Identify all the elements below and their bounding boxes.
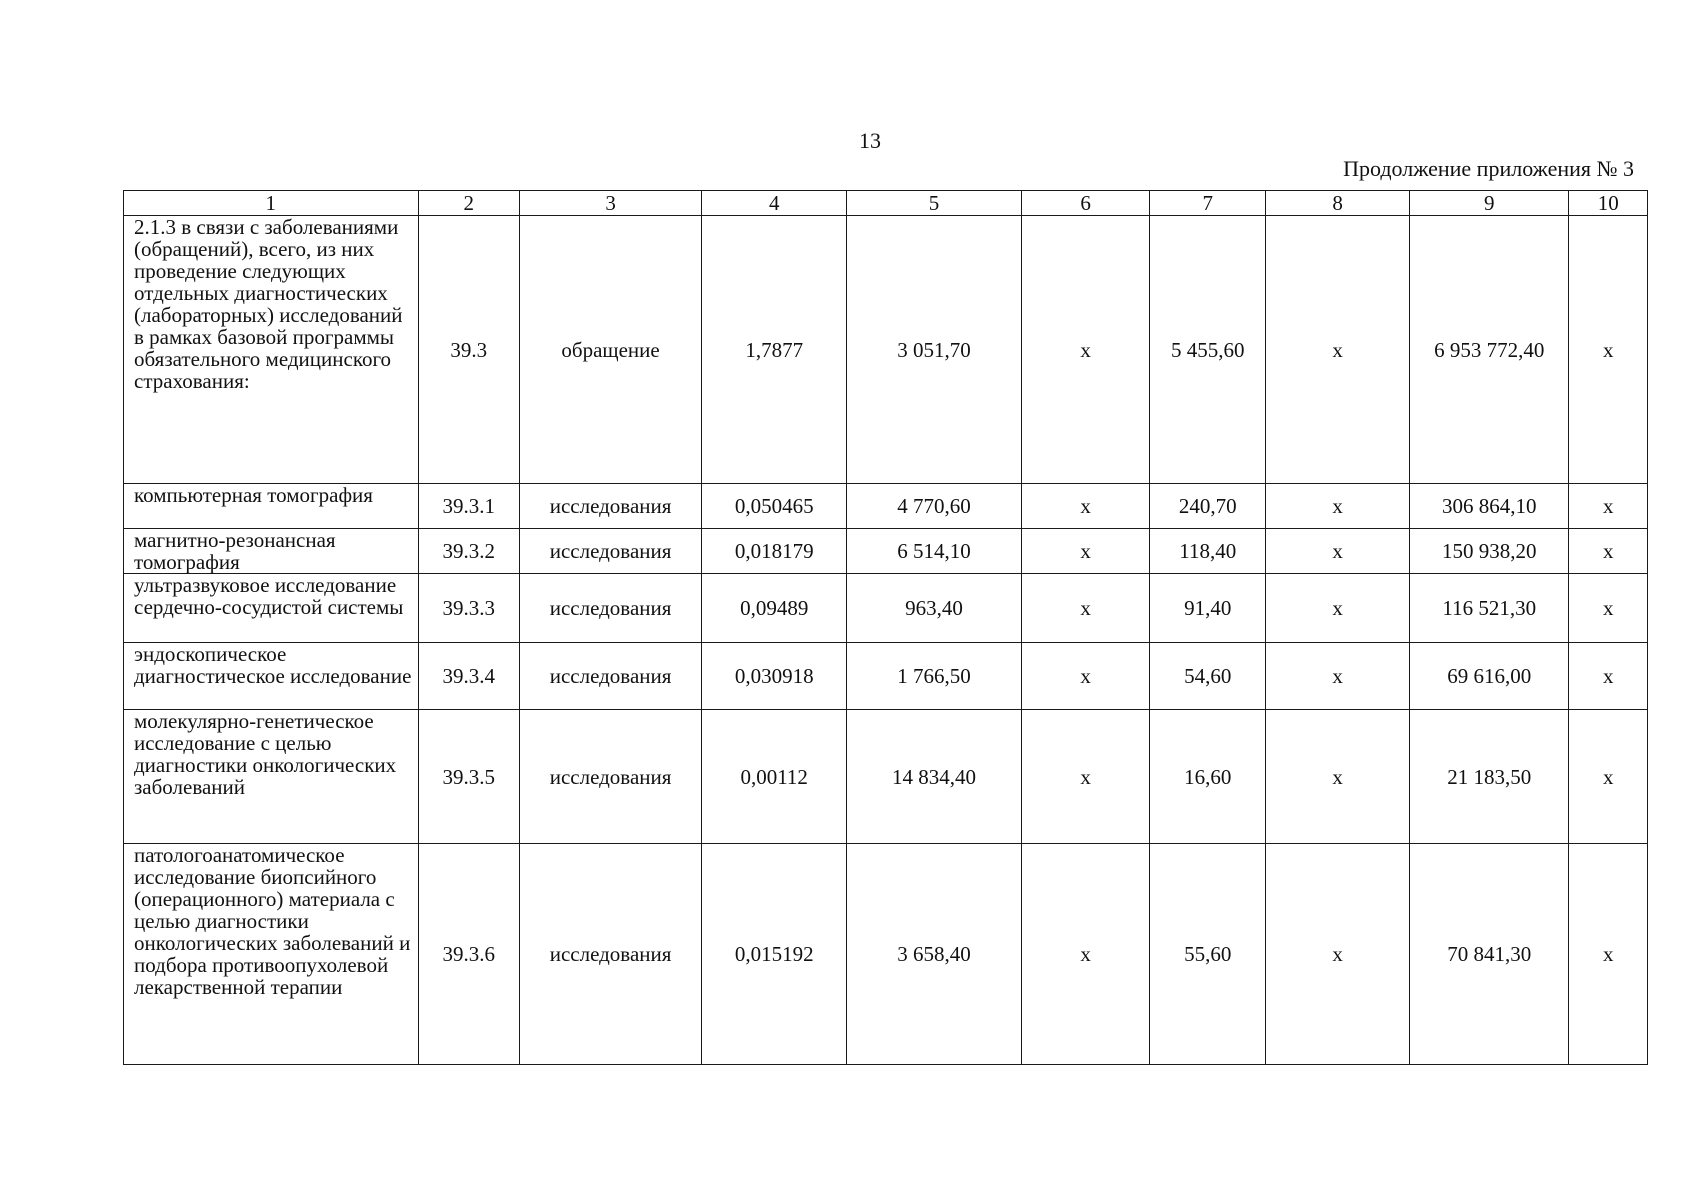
table-row — [124, 216, 1648, 484]
row-col-9: 306 864,10 — [1410, 484, 1569, 529]
row-col-4: 1,7877 — [702, 216, 847, 484]
row-unit: исследования — [519, 574, 701, 643]
row-col-10: х — [1569, 216, 1648, 484]
row-code: 39.3.1 — [418, 484, 519, 529]
row-unit: исследования — [519, 529, 701, 574]
row-col-7: 118,40 — [1150, 529, 1266, 574]
row-col-8: х — [1266, 574, 1410, 643]
column-header-5: 5 — [847, 191, 1022, 216]
row-col-7: 240,70 — [1150, 484, 1266, 529]
row-unit: исследования — [519, 643, 701, 710]
row-col-4: 0,015192 — [702, 844, 847, 1065]
table-row — [124, 710, 1648, 844]
row-col-9: 69 616,00 — [1410, 643, 1569, 710]
row-col-7: 16,60 — [1150, 710, 1266, 844]
row-col-4: 0,00112 — [702, 710, 847, 844]
row-col-8: х — [1266, 484, 1410, 529]
row-name: эндоскопическое диагностическое исследование — [124, 643, 419, 710]
row-col-4: 0,018179 — [702, 529, 847, 574]
row-col-7: 54,60 — [1150, 643, 1266, 710]
row-col-6: х — [1021, 484, 1150, 529]
row-col-10: х — [1569, 710, 1648, 844]
row-unit: исследования — [519, 484, 701, 529]
column-header-7: 7 — [1150, 191, 1266, 216]
table-row — [124, 643, 1648, 710]
column-header-3: 3 — [519, 191, 701, 216]
row-col-8: х — [1266, 710, 1410, 844]
page-number: 13 — [859, 128, 881, 153]
column-number-row — [124, 191, 1648, 216]
row-col-8: х — [1266, 643, 1410, 710]
row-col-5: 14 834,40 — [847, 710, 1022, 844]
row-col-10: х — [1569, 643, 1648, 710]
table-row — [124, 844, 1648, 1065]
column-header-2: 2 — [418, 191, 519, 216]
row-name: патологоанатомическое исследование биопсийного (операционного) материала с целью диагностики онкологических заболеваний и подбора противоопухолевой лекарственной терапии — [124, 844, 419, 1065]
row-col-9: 21 183,50 — [1410, 710, 1569, 844]
row-col-9: 70 841,30 — [1410, 844, 1569, 1065]
row-code: 39.3.2 — [418, 529, 519, 574]
row-col-6: х — [1021, 710, 1150, 844]
row-name: 2.1.3 в связи с заболеваниями (обращений), всего, из них проведение следующих отдельных диагностических (лабораторных) исследований в рамках базовой программы обязательного медицинского страхования: — [124, 216, 419, 484]
row-name: компьютерная томография — [124, 484, 419, 529]
row-col-7: 91,40 — [1150, 574, 1266, 643]
row-col-6: х — [1021, 643, 1150, 710]
row-col-9: 150 938,20 — [1410, 529, 1569, 574]
row-col-5: 4 770,60 — [847, 484, 1022, 529]
row-code: 39.3.3 — [418, 574, 519, 643]
row-col-8: х — [1266, 844, 1410, 1065]
row-code: 39.3 — [418, 216, 519, 484]
column-header-6: 6 — [1021, 191, 1150, 216]
column-header-8: 8 — [1266, 191, 1410, 216]
row-col-7: 55,60 — [1150, 844, 1266, 1065]
row-unit: исследования — [519, 844, 701, 1065]
row-col-4: 0,050465 — [702, 484, 847, 529]
row-col-7: 5 455,60 — [1150, 216, 1266, 484]
row-col-4: 0,030918 — [702, 643, 847, 710]
row-col-9: 6 953 772,40 — [1410, 216, 1569, 484]
row-name: молекулярно-генетическое исследование с целью диагностики онкологических заболеваний — [124, 710, 419, 844]
row-code: 39.3.6 — [418, 844, 519, 1065]
row-col-8: х — [1266, 529, 1410, 574]
row-col-5: 3 658,40 — [847, 844, 1022, 1065]
row-col-10: х — [1569, 529, 1648, 574]
row-col-6: х — [1021, 216, 1150, 484]
row-name: ультразвуковое исследование сердечно-сосудистой системы — [124, 574, 419, 643]
table-row — [124, 529, 1648, 574]
column-header-4: 4 — [702, 191, 847, 216]
row-col-6: х — [1021, 844, 1150, 1065]
row-col-9: 116 521,30 — [1410, 574, 1569, 643]
row-col-5: 6 514,10 — [847, 529, 1022, 574]
row-col-8: х — [1266, 216, 1410, 484]
row-col-6: х — [1021, 574, 1150, 643]
table-row — [124, 484, 1648, 529]
row-code: 39.3.4 — [418, 643, 519, 710]
column-header-1: 1 — [124, 191, 419, 216]
row-col-5: 1 766,50 — [847, 643, 1022, 710]
row-col-5: 3 051,70 — [847, 216, 1022, 484]
row-unit: обращение — [519, 216, 701, 484]
table-row — [124, 574, 1648, 643]
row-col-10: х — [1569, 844, 1648, 1065]
row-col-10: х — [1569, 484, 1648, 529]
column-header-9: 9 — [1410, 191, 1569, 216]
tariff-table — [123, 190, 1648, 1065]
row-code: 39.3.5 — [418, 710, 519, 844]
row-col-5: 963,40 — [847, 574, 1022, 643]
column-header-10: 10 — [1569, 191, 1648, 216]
row-col-4: 0,09489 — [702, 574, 847, 643]
appendix-continuation-label: Продолжение приложения № 3 — [1343, 156, 1634, 181]
row-name: магнитно-резонансная томография — [124, 529, 419, 574]
row-col-10: х — [1569, 574, 1648, 643]
row-col-6: х — [1021, 529, 1150, 574]
row-unit: исследования — [519, 710, 701, 844]
